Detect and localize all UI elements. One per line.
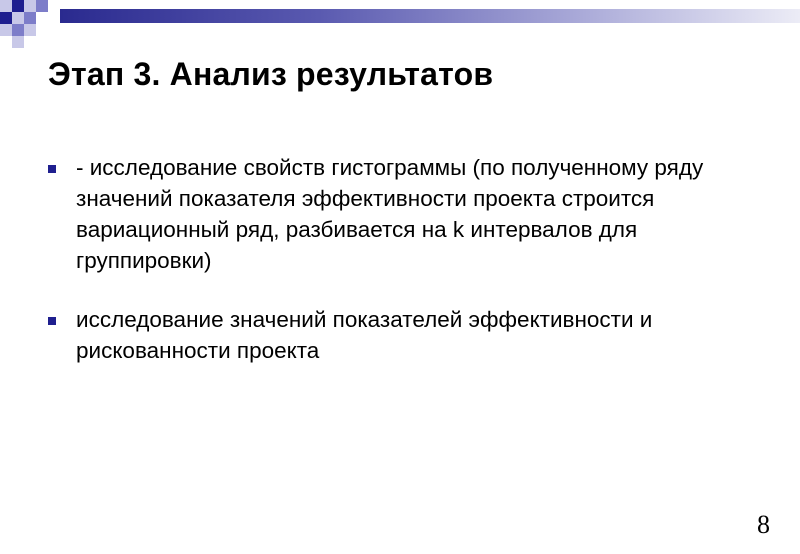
decorative-top-gradient-bar (60, 9, 800, 23)
square-bullet-icon (48, 317, 56, 325)
slide-title: Этап 3. Анализ результатов (48, 56, 494, 92)
checker-square (12, 36, 24, 48)
square-bullet-icon (48, 165, 56, 173)
page-number: 8 (757, 510, 770, 539)
checker-square (0, 24, 12, 36)
checker-square (12, 24, 24, 36)
bullet-text: исследование значений показателей эффективности и рискованности проекта (76, 307, 653, 363)
checker-square (12, 12, 24, 24)
bullet-item (40, 152, 740, 276)
checker-square (24, 0, 36, 12)
checker-square (12, 0, 24, 12)
checker-square (0, 12, 12, 24)
checker-square (24, 24, 36, 36)
bullet-text: - исследование свойств гистограммы (по полученному ряду значений показателя эффективности проекта строится вариационный ряд, разбивается на k интервалов для группировки) (76, 155, 704, 273)
checker-square (36, 0, 48, 12)
checker-square (24, 12, 36, 24)
decorative-checker-pattern (0, 0, 60, 48)
bullet-item (40, 304, 740, 366)
checker-square (0, 0, 12, 12)
bullet-list (40, 152, 740, 366)
